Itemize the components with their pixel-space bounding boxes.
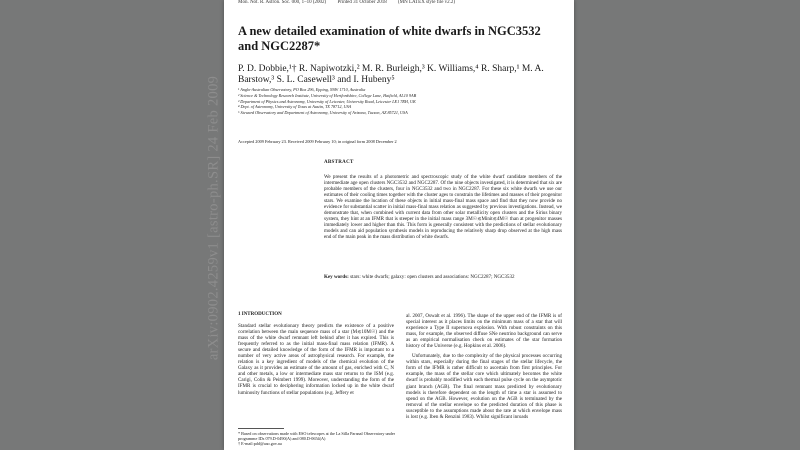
keywords-text: stars: white dwarfs; galaxy: open clusters and associations: NGC2287; NGC3532 xyxy=(350,274,515,280)
accepted-dates: Accepted 2009 February 23. Received 2009 February 10; in original form 2008 December 2 xyxy=(238,139,397,144)
footnote-2: † E-mail:pdd@aao.gov.au xyxy=(238,441,282,446)
footnotes xyxy=(238,431,398,446)
paper-title: A new detailed examination of white dwarfs in NGC3532 and NGC2287* xyxy=(238,24,541,53)
keywords-label: Key words: xyxy=(324,274,349,280)
printed-date: Printed 31 October 2018 xyxy=(337,0,387,5)
footnote-divider xyxy=(238,428,284,429)
arxiv-identifier-stamp: arXiv:0902.4259v1 [astro-ph.SR] 24 Feb 2009 xyxy=(205,75,222,361)
abstract-text: We present the results of a photometric and spectroscopic study of the white dwarf candidate members of the intermediate age open clusters NGC3532 and NGC2287. Of the nine objects investigated, it is determined that six are probable members of the clusters, four in NGC3532 and two in NGC2287. For these six white dwarfs we use our estimates of their cooling times together with the cluster ages to constrain the lifetimes and masses of their progenitor stars. We examine the location of these objects in initial mass-final mass space and find that they now provide no evidence for substantial scatter in initial mass-final mass relation as suggested by previous investigations. Instead, we demonstrate that, when combined with current data from other solar metallicity open clusters and the Sirius binary system, they hint at an IFMR that is steeper in the initial mass range 3M☉≲Minit≲4M☉ than at progenitor masses immediately lower and higher than this. This form is generally consistent with the predictions of stellar evolutionary models and can aid population synthesis models in reproducing the relatively sharp drop observed at the high mass end of the main peak in the mass distribution of white dwarfs. xyxy=(324,174,562,241)
right-column xyxy=(406,313,562,424)
running-header xyxy=(238,0,465,5)
affiliation-3: ³ Department of Physics and Astronomy, University of Leicester, University Road, Leicester LE1 7RH, UK xyxy=(238,98,416,104)
footnote-1: * Based on observations made with ESO telescopes at the La Silla Paranal Observatory under programme IDs 079.D-0490(A) and 080.D-0654(A) xyxy=(238,431,395,441)
journal-citation: Mon. Not. R. Astron. Soc. 000, 1–10 (2002) xyxy=(238,0,327,5)
abstract-heading: ABSTRACT xyxy=(324,160,354,165)
author-list: P. D. Dobbie,¹† R. Napiwotzki,² M. R. Burleigh,³ K. Williams,⁴ R. Sharp,¹ M. A. Barstow,³ S. L. Casewell³ and I. Hubeny⁵ xyxy=(238,64,544,85)
pdf-page xyxy=(224,0,574,450)
paragraph: al. 2007, Oswalt et al. 1996). The shape of the upper end of the IFMR is of special interest as it places limits on the minimum mass of a star that will experience a Type II supernova explosion. With robust constraints on this mass, for example, the observed diffuse SNe neutrino background can serve as an empirical normalisation check on estimates of the star formation history of the Universe (e.g. Hopkins et al. 2006). xyxy=(406,313,562,350)
style-note: (MN LATEX style file v2.2) xyxy=(398,0,456,5)
affiliation-2: ² Science & Technology Research Institute, University of Hertfordshire, College Lane, Hatfield, AL10 9AB xyxy=(238,92,417,98)
affiliation-5: ⁵ Steward Observatory and Department of Astronomy, University of Arizona, Tucson, AZ 85721, USA xyxy=(238,110,408,116)
affiliation-1: ¹ Anglo-Australian Observatory, PO Box 296, Epping, NSW 1710, Australia xyxy=(238,87,366,92)
paragraph: Unfortunately, due to the complexity of the physical processes occurring within stars, especially during the final stages of the stellar lifecycle, the form of the IFMR is rather difficult to ascertain from first principles. For example, the mass of the stellar core which ultimately becomes the white dwarf is probably modified with each thermal pulse cycle on the asymptotic giant branch (AGB). The final remnant mass predicted by evolutionary models is therefore dependent on the length of time a star is assumed to spend on the AGB. However, evolution on the AGB is terminated by the removal of the stellar envelope so the predicted duration of this phase is susceptible to the assumptions made about the rate at which envelope mass is lost (e.g. Iben & Renzini 1983). Whilst significant inroads xyxy=(406,353,562,420)
section-heading-introduction: 1 INTRODUCTION xyxy=(238,312,282,317)
left-column xyxy=(238,323,394,400)
keywords xyxy=(324,274,562,280)
affiliations xyxy=(238,87,568,116)
affiliation-4: ⁴ Dept. of Astronomy, University of Texas at Austin, TX 78712, USA xyxy=(238,104,352,110)
paragraph: Standard stellar evolutionary theory predicts the existence of a positive correlation between the main sequence mass of a star (M≲10M☉) and the mass of the white dwarf remnant left behind after it has expired. This is frequently referred to as the initial mass-final mass relation (IFMR). A secure and detailed knowledge of the form of the IFMR is important to a number of very active areas of astrophysical research. For example, the relation is a key ingredient of models of the chemical evolution of the Galaxy as it provides an estimate of the amount of gas, enriched with C, N and other metals, a low or intermediate mass star returns to the ISM (e.g. Carigi, Colin & Peimbert 1999). Moreover, understanding the form of the IFMR is crucial to deciphering information locked up in the white dwarf luminosity functions of stellar populations (e.g. Jeffery et xyxy=(238,323,394,396)
